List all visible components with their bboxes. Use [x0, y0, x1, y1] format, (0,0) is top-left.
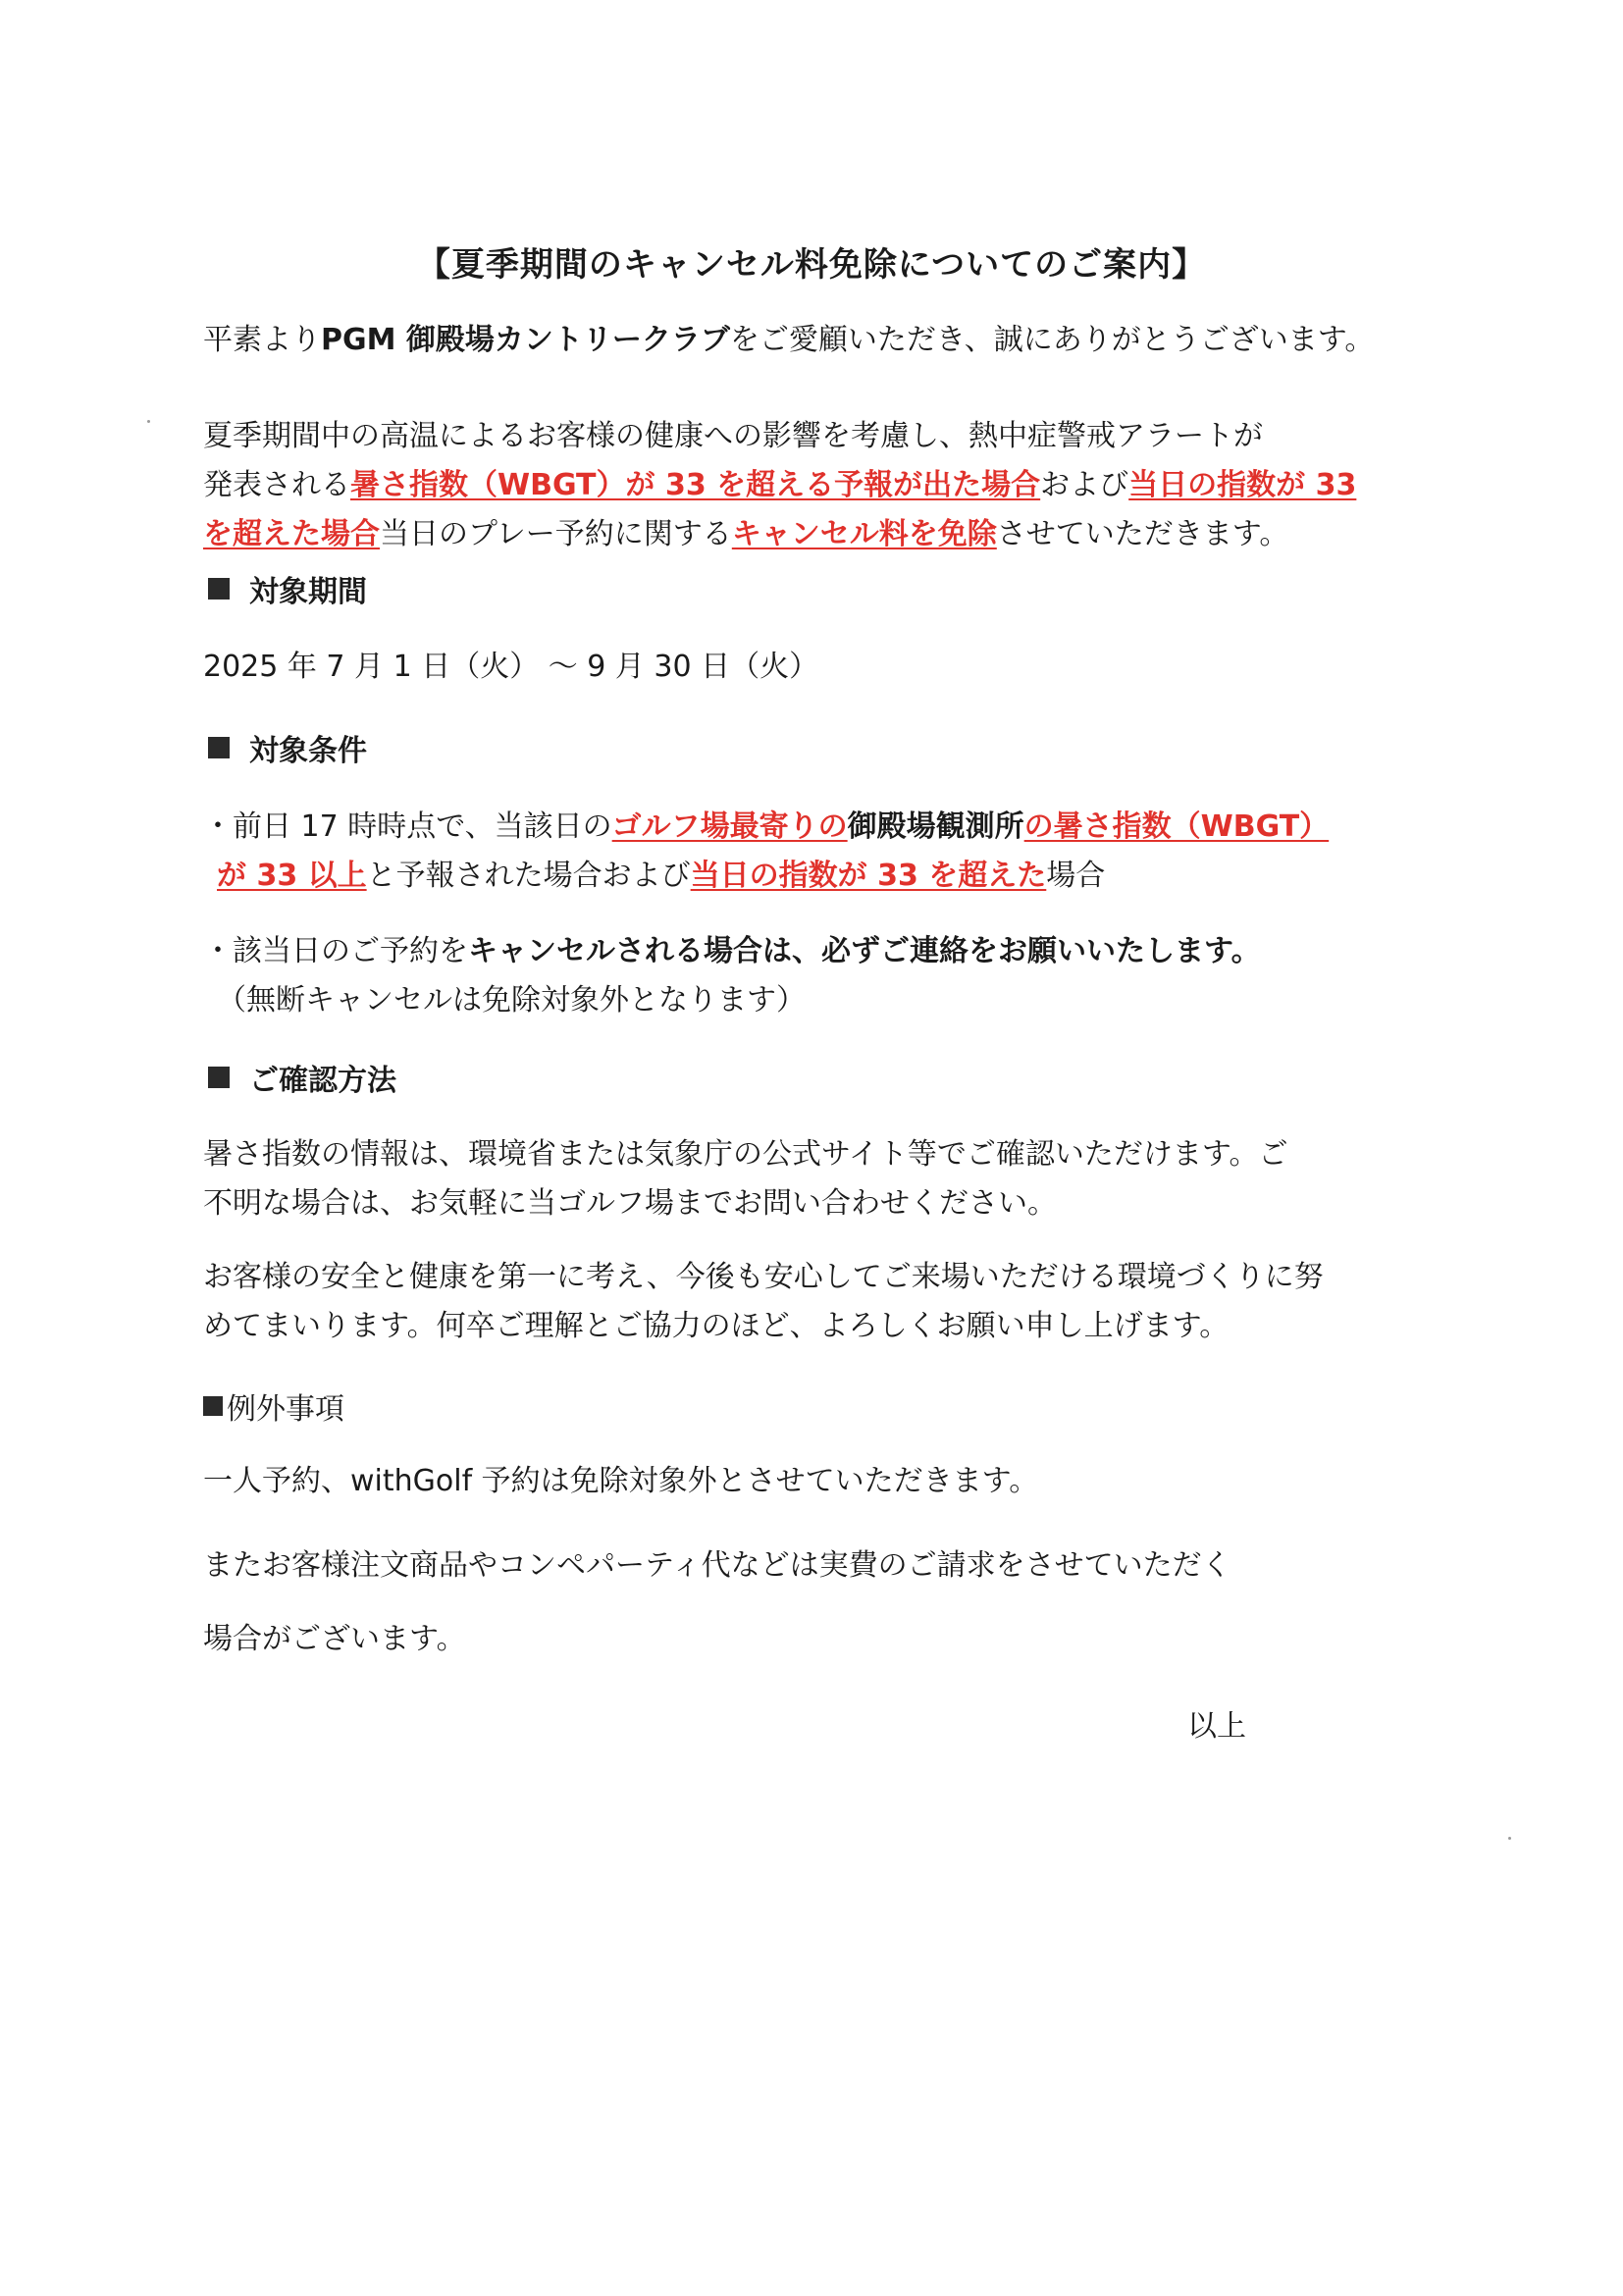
intro-line3-mid: 当日のプレー予約に関する	[380, 517, 732, 551]
condition-1-post: 場合	[1046, 859, 1106, 893]
square-bullet-icon	[208, 737, 230, 758]
intro-line-1: 夏季期間中の高温によるお客様の健康への影響を考慮し、熱中症警戒アラートが	[203, 419, 1263, 453]
exceptions-line-1: 一人予約、withGolf 予約は免除対象外とさせていただきます。	[203, 1464, 1039, 1498]
safety-line-2: めてまいります。何卒ご理解とご協力のほど、よろしくお願い申し上げます。	[203, 1309, 1230, 1343]
greeting-pre: 平素より	[203, 323, 321, 357]
section-confirm-title: ご確認方法	[249, 1064, 396, 1098]
condition-1-line-2	[203, 852, 1263, 901]
closing-text: 以上	[1187, 1709, 1246, 1744]
condition-2-note: （無断キャンセルは免除対象外となります）	[217, 983, 806, 1018]
square-bullet-icon	[208, 1067, 230, 1088]
wbgt-forecast-highlight: 暑さ指数（WBGT）が 33 を超える予報が出た場合	[350, 468, 1041, 502]
contact-request: キャンセルされる場合は、必ずご連絡をお願いいたします。	[468, 934, 1261, 968]
condition-1-mid: と予報された場合および	[366, 859, 691, 893]
section-exceptions-title: 例外事項	[227, 1392, 344, 1427]
exceptions-line-2: またお客様注文商品やコンペパーティ代などは実費のご請求をさせていただく	[203, 1548, 1231, 1583]
club-name: PGM 御殿場カントリークラブ	[321, 323, 730, 357]
same-day-index-highlight: 当日の指数が 33	[1128, 468, 1357, 502]
intro-line-2	[203, 461, 1357, 510]
intro-line2-mid: および	[1040, 468, 1129, 502]
period-value: 2025 年 7 月 1 日（火） ～ 9 月 30 日（火）	[203, 650, 819, 684]
section-exceptions-heading	[203, 1384, 344, 1428]
scan-speck	[147, 420, 150, 423]
condition-1-pre: ・前日 17 時時点で、当該日の	[203, 809, 612, 844]
section-period-title: 対象期間	[249, 575, 367, 609]
section-period-heading	[208, 567, 367, 610]
condition-1-line-1	[203, 803, 1330, 852]
scan-speck	[1508, 1837, 1511, 1840]
greeting-post: をご愛顧いただき、誠にありがとうございます。	[729, 323, 1375, 357]
section-confirm-heading	[208, 1056, 396, 1099]
safety-paragraph	[203, 1253, 1324, 1351]
intro-line-3	[203, 510, 1289, 559]
page-title: 【夏季期間のキャンセル料免除についてのご案内】	[416, 245, 1207, 285]
same-day-exceeded-highlight: 当日の指数が 33 を超えた	[690, 859, 1047, 893]
condition-item-2	[203, 927, 1263, 1025]
confirm-line-2: 不明な場合は、お気軽に当ゴルフ場までお問い合わせください。	[203, 1186, 1057, 1221]
condition-2-line-1	[203, 927, 1263, 976]
confirm-paragraph	[203, 1130, 1288, 1228]
condition-item-1	[203, 803, 1330, 901]
intro-line3-post: させていただきます。	[996, 517, 1289, 551]
wbgt-highlight: の暑さ指数（WBGT）	[1023, 809, 1330, 844]
confirm-line-1: 暑さ指数の情報は、環境省または気象庁の公式サイト等でご確認いただけます。ご	[203, 1137, 1288, 1172]
33-or-more-highlight: が 33 以上	[217, 859, 367, 893]
square-bullet-icon	[203, 1396, 223, 1416]
intro-line2-pre: 発表される	[203, 468, 350, 502]
nearest-golf-highlight: ゴルフ場最寄りの	[611, 809, 848, 844]
exceptions-line-3: 場合がございます。	[203, 1622, 466, 1656]
observation-station: 御殿場観測所	[847, 809, 1024, 844]
condition-2-pre: ・該当日のご予約を	[203, 934, 468, 968]
intro-paragraph	[203, 412, 1357, 559]
safety-line-1: お客様の安全と健康を第一に考え、今後も安心してご来場いただける環境づくりに努	[203, 1260, 1324, 1294]
section-conditions-title: 対象条件	[249, 734, 367, 768]
section-conditions-heading	[208, 726, 367, 769]
exceeded-highlight: を超えた場合	[203, 517, 380, 551]
fee-waiver-highlight: キャンセル料を免除	[731, 517, 997, 551]
greeting-paragraph	[203, 316, 1375, 365]
square-bullet-icon	[208, 578, 230, 600]
